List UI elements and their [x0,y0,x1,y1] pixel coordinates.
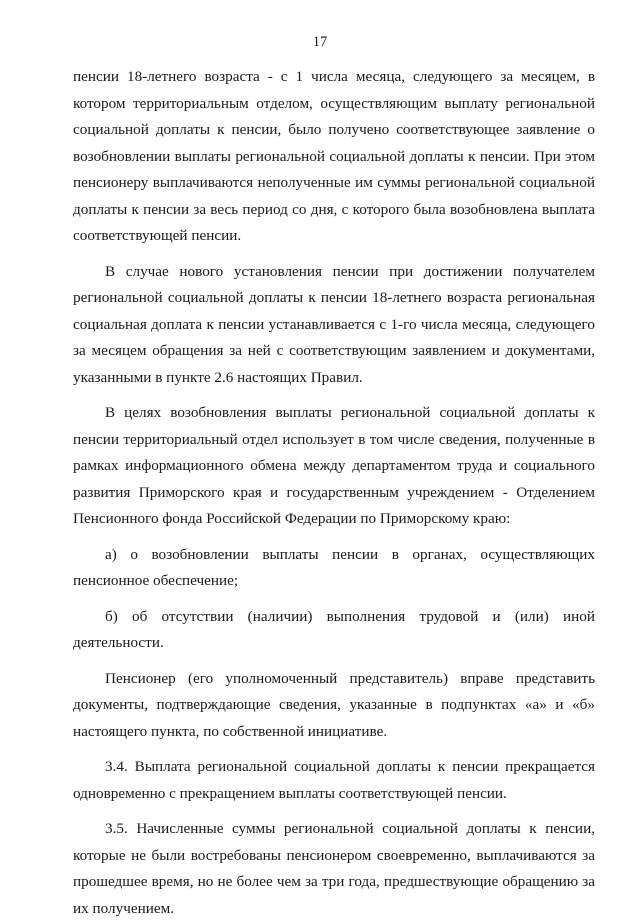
paragraph-new-pension-establishment: В случае нового установления пенсии при достижении получателем региональной социальной доплаты к пенсии 18-летнего возраста региональная социальная доплата к пенсии устанавливается с 1-го числа месяца, следующего за месяцем обращения за ней с соответствующим заявлением и документами, указанными в пункте 2.6 настоящих Правил. [73,262,595,386]
page-number: 17 [312,34,328,50]
clause-3-4: 3.4. Выплата региональной социальной доплаты к пенсии прекращается одновременно с прекращением выплаты соответствующей пенсии. [73,758,595,802]
paragraph-continuation: пенсии 18-летнего возраста - с 1 числа месяца, следующего за месяцем, в котором территориальным отделом, осуществляющим выплату региональной социальной доплаты к пенсии, было получено соответствующее заявление о возобновлении выплаты региональной социальной доплаты к пенсии. При этом пенсионеру выплачиваются неполученные им суммы региональной социальной доплаты к пенсии за весь период со дня, с которого была возобновлена выплата соответствующей пенсии. [73,68,595,244]
paragraph-information-exchange: В целях возобновления выплаты региональной социальной доплаты к пенсии территориальный отдел использует в том числе сведения, полученные в рамках информационного обмена между департаментом труда и социального развития Приморского края и государственным учреждением - Отделением Пенсионного фонда Российской Федерации по Приморскому краю: [73,404,595,527]
subitem-a: а) о возобновлении выплаты пенсии в органах, осуществляющих пенсионное обеспечение; [73,545,595,589]
document-body [73,64,595,922]
subitem-b: б) об отсутствии (наличии) выполнения трудовой и (или) иной деятельности. [73,607,595,651]
paragraph-own-initiative: Пенсионер (его уполномоченный представитель) вправе представить документы, подтверждающие сведения, указанные в подпунктах «а» и «б» настоящего пункта, по собственной инициативе. [73,669,595,740]
clause-3-5: 3.5. Начисленные суммы региональной социальной доплаты к пенсии, которые не были востребованы пенсионером своевременно, выплачиваются за прошедшее время, но не более чем за три года, предшествующие обращению за их получением. [73,820,595,917]
